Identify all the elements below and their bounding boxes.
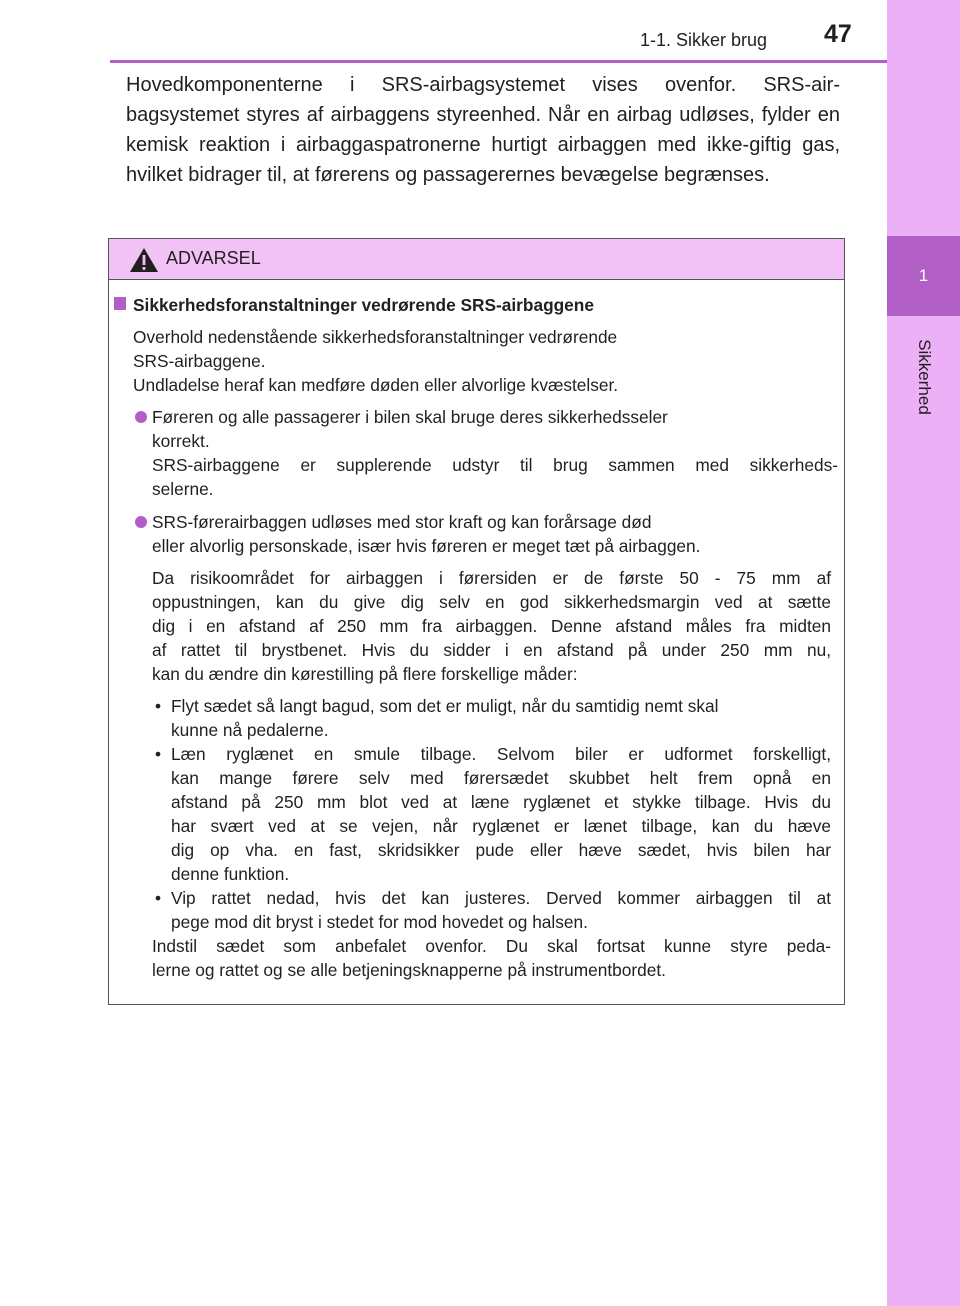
text-line: Læn ryglænet en smule tilbage. Selvom biler er udformet forskelligt,	[171, 744, 831, 764]
bullet-point: •	[155, 888, 162, 908]
text-line: kan mange førere selv med førersædet skubbet helt frem opnå en	[171, 768, 831, 788]
text-line: dig i en afstand af 250 mm fra airbaggen. Denne afstand måles fra midten	[152, 616, 831, 636]
text-line: Indstil sædet som anbefalet ovenfor. Du skal fortsat kunne styre peda-	[152, 936, 831, 956]
warning-box	[108, 238, 845, 1005]
text-line: SRS-førerairbaggen udløses med stor kraft og kan forårsage død	[152, 512, 652, 532]
text-line: af rattet til brystbenet. Hvis du sidder i en afstand på under 250 mm nu,	[152, 640, 831, 660]
warning-section-heading: Sikkerhedsforanstaltninger vedrørende SRS-airbaggene	[133, 295, 594, 315]
text-line: kunne nå pedalerne.	[171, 720, 329, 740]
text-line: Da risikoområdet for airbaggen i førersiden er de første 50 - 75 mm af	[152, 568, 831, 588]
square-bullet-icon	[114, 297, 126, 310]
text-line: pege mod dit bryst i stedet for mod hovedet og halsen.	[171, 912, 588, 932]
chapter-title: Sikkerhed	[914, 339, 934, 415]
page-number: 47	[824, 20, 852, 48]
text-line: selerne.	[152, 479, 214, 499]
text-line: har svært ved at se vejen, når ryglænet er lænet tilbage, kan du hæve	[171, 816, 831, 836]
text-line: Føreren og alle passagerer i bilen skal bruge deres sikkerhedsseler	[152, 407, 668, 427]
text-line: Overhold nedenstående sikkerhedsforanstaltninger vedrørende	[133, 327, 618, 347]
header-section-title: 1-1. Sikker brug	[640, 30, 768, 50]
text-line: oppustningen, kan du give dig selv en god sikkerhedsmargin ved at sætte	[152, 592, 831, 612]
closing-paragraph	[152, 934, 831, 982]
round-bullet-icon	[135, 516, 147, 528]
round-bullet-icon	[135, 411, 147, 423]
text-line: SRS-airbaggene.	[133, 351, 266, 371]
point-seatbelts	[152, 405, 838, 501]
text-line: kan du ændre din kørestilling på flere forskellige måder:	[152, 664, 578, 684]
chapter-title-tab	[887, 322, 960, 432]
warning-title: ADVARSEL	[166, 248, 261, 268]
header-divider	[110, 60, 887, 63]
side-tab-strip	[887, 0, 960, 1306]
text-line: korrekt.	[152, 431, 210, 451]
text-line: dig op vha. en fast, skridsikker pude eller hæve sædet, hvis bilen har	[171, 840, 831, 860]
text-line: eller alvorlig personskade, især hvis føreren er meget tæt på airbaggen.	[152, 536, 701, 556]
tip-tilt-wheel	[171, 886, 831, 934]
bullet-point: •	[155, 696, 162, 716]
text-line: Flyt sædet så langt bagud, som det er muligt, når du samtidig nemt skal	[171, 696, 719, 716]
chapter-number: 1	[918, 266, 929, 285]
intro-paragraph: Hovedkomponenterne i SRS-airbagsystemet vises ovenfor. SRS-air-bagsystemet styres af airbaggens styreenhed. Når en airbag udløses, fylder en kemisk reaktion i airbaggaspatronerne hurtigt airbaggen med ikke-giftig gas, hvilket bidrager til, at førerens og passagerernes bevægelse begrænses.	[126, 74, 840, 186]
tip-recline-seatback	[171, 742, 831, 886]
risk-paragraph	[152, 566, 831, 686]
warning-intro	[133, 325, 618, 397]
text-line: SRS-airbaggene er supplerende udstyr til brug sammen med sikkerheds-	[152, 455, 838, 475]
text-line: denne funktion.	[171, 864, 290, 884]
text-line: Undladelse heraf kan medføre døden eller alvorlige kvæstelser.	[133, 375, 619, 395]
text-line: Vip rattet nedad, hvis det kan justeres. Derved kommer airbaggen til at	[171, 888, 831, 908]
bullet-point: •	[155, 744, 162, 764]
warning-triangle-icon	[129, 247, 159, 273]
text-line: afstand på 250 mm blot ved at læne ryglænet et stykke tilbage. Hvis du	[171, 792, 831, 812]
warning-header	[109, 239, 844, 280]
chapter-number-tab[interactable]	[887, 236, 960, 316]
point-driver-airbag	[152, 510, 700, 558]
tip-move-seat	[171, 694, 831, 742]
text-line: lerne og rattet og se alle betjeningsknapperne på instrumentbordet.	[152, 960, 666, 980]
